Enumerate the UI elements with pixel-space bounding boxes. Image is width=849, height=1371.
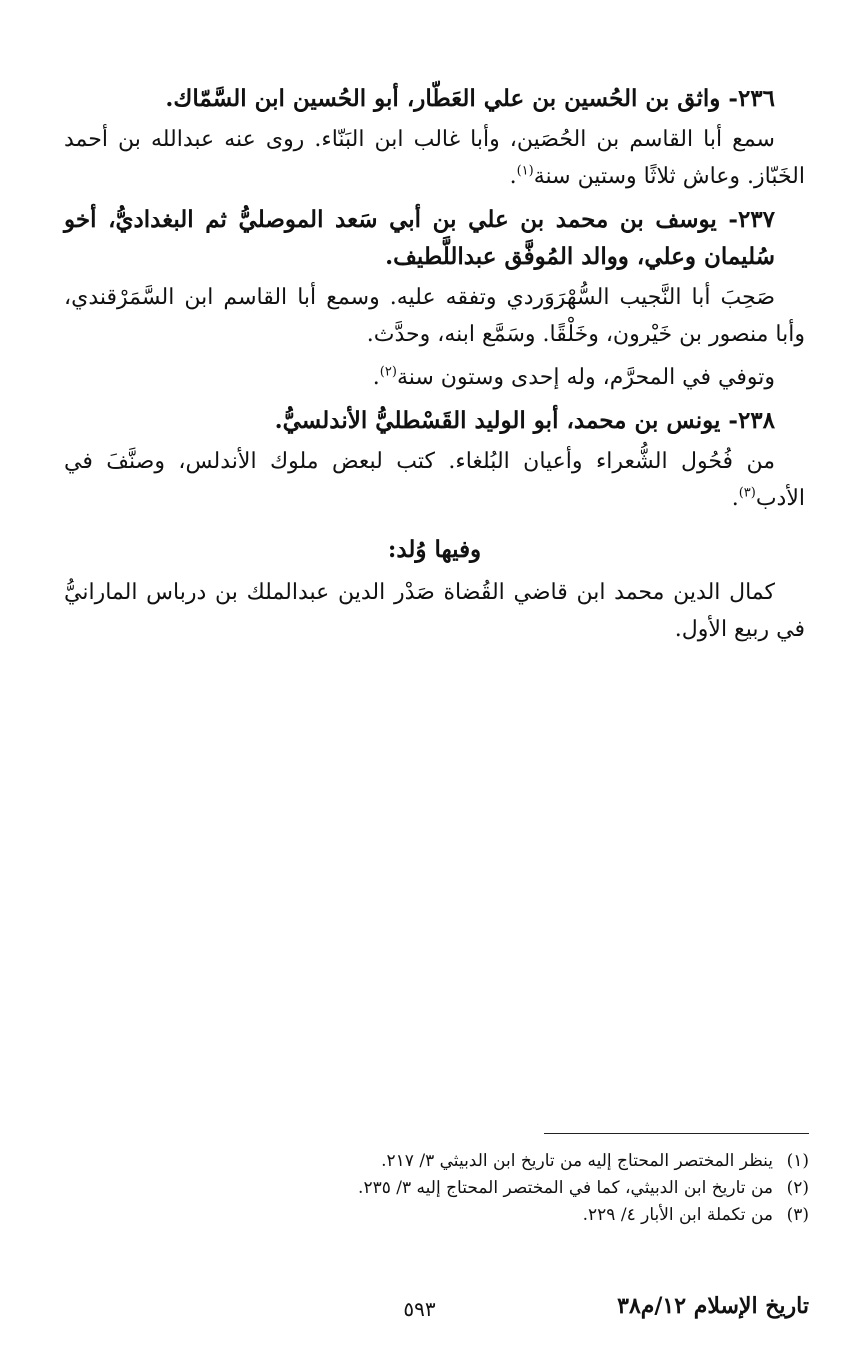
footnote-text: ينظر المختصر المحتاج إليه من تاريخ ابن الدبيثي ٣/ ٢١٧. (381, 1151, 773, 1171)
entry-heading: ٢٣٦- واثق بن الحُسين بن علي العَطّار، أبو الحُسين ابن السَّمّاك. (165, 85, 775, 112)
footnote-ref: (٢) (379, 364, 397, 380)
page-footer (30, 1293, 809, 1333)
births-heading: وفيها وُلد: (387, 536, 482, 563)
footnote-item (64, 1148, 809, 1175)
footnote-item (64, 1175, 809, 1202)
footnote-text: من تاريخ ابن الدبيثي، كما في المختصر المحتاج إليه ٣/ ٢٣٥. (358, 1178, 773, 1198)
footnote-item (64, 1202, 809, 1229)
entry-237 (64, 201, 805, 396)
page-number: ٥٩٣ (403, 1297, 436, 1321)
footnote-number: (٢) (786, 1178, 809, 1198)
entry-paragraph: سمع أبا القاسم بن الحُصَين، وأبا غالب ابن البَنّاء. روى عنه عبدالله بن أحمد الخَبّاز. وعاش ثلاثًا وستين سنة$^{(١)}$. (64, 127, 805, 189)
paragraph-text: وتوفي في المحرَّم، وله إحدى وستون سنة (396, 365, 775, 390)
paragraph-text: سمع أبا القاسم بن الحُصَين، وأبا غالب ابن البَنّاء. روى عنه عبدالله بن أحمد الخَبّاز. وعاش ثلاثًا وستين سنة (64, 127, 805, 189)
entry-heading: ٢٣٧- يوسف بن محمد بن علي بن أبي سَعد الموصليُّ ثم البغداديُّ، أخو سُليمان وعلي، ووالد المُوفَّق عبداللَّطيف. (64, 206, 775, 270)
running-title: تاريخ الإسلام ١٢/م٣٨ (617, 1293, 809, 1319)
entry-238 (64, 402, 805, 517)
births-paragraph: كمال الدين محمد ابن قاضي القُضاة صَدْر الدين عبدالملك بن درباس المارانيُّ في ربيع الأول. (64, 580, 805, 642)
paragraph-text: صَحِبَ أبا النَّجيب السُّهْرَوَردي وتفقه عليه. وسمع أبا القاسم ابن السَّمَرْقندي، وأبا منصور بن خَيْرون، وخَلْقًا. وسَمَّع ابنه، وحدَّث. (64, 285, 805, 347)
footnote-number: (٣) (786, 1205, 809, 1225)
footnote-ref: (٣) (738, 485, 756, 501)
entry-paragraph: من فُحُول الشُّعراء وأعيان البُلغاء. كتب لبعض ملوك الأندلس، وصنَّفَ في الأدب$^{(٣)}$. (64, 449, 805, 511)
entry-paragraph (64, 279, 805, 353)
entry-236 (64, 80, 805, 195)
footnotes (64, 1148, 809, 1229)
entry-heading: ٢٣٨- يونس بن محمد، أبو الوليد القَسْطليُّ الأندلسيُّ. (274, 407, 775, 434)
entry-paragraph: وتوفي في المحرَّم، وله إحدى وستون سنة$^{(٢)}$. (372, 364, 775, 390)
footnote-divider (544, 1133, 809, 1134)
footnote-ref: (١) (516, 163, 534, 179)
paragraph-text: من فُحُول الشُّعراء وأعيان البُلغاء. كتب لبعض ملوك الأندلس، وصنَّفَ في الأدب (64, 449, 805, 511)
footnote-number: (١) (786, 1151, 809, 1171)
main-text (64, 80, 805, 654)
footnote-text: من تكملة ابن الأبار ٤/ ٢٢٩. (582, 1205, 773, 1225)
